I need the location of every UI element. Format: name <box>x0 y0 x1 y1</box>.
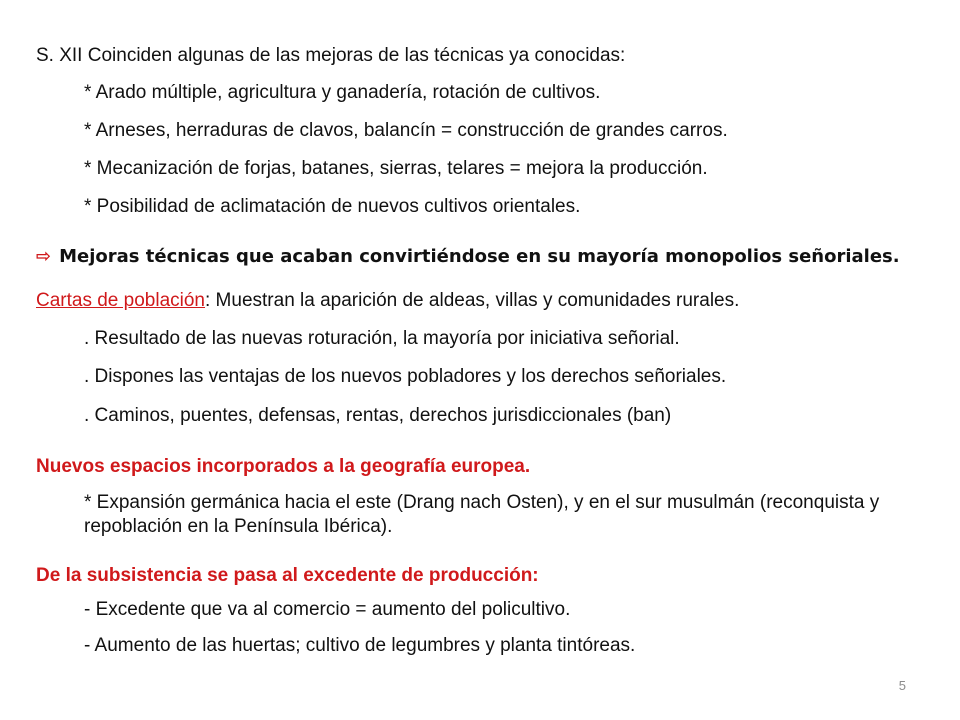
subsistencia-item-huertas: - Aumento de las huertas; cultivo de legumbres y planta tintóreas. <box>84 635 636 656</box>
nuevos-item: * Expansión germánica hacia el este (Drang nach Osten), y en el sur musulmán (reconquista y repoblación en la Península Ibérica). <box>84 492 880 537</box>
bullet-arado: * Arado múltiple, agricultura y ganadería, rotación de cultivos. <box>84 82 601 103</box>
arrow-line-text: Mejoras técnicas que acaban convirtiéndose en su mayoría monopolios señoriales. <box>59 246 900 267</box>
page-number: 5 <box>898 678 906 693</box>
arrow-right-icon: ⇨ <box>36 246 52 267</box>
nuevos-heading: Nuevos espacios incorporados a la geografía europea. <box>36 456 531 477</box>
subsistencia-item-excedente: - Excedente que va al comercio = aumento del policultivo. <box>84 599 571 620</box>
cartas-item-caminos: . Caminos, puentes, defensas, rentas, derechos jurisdiccionales (ban) <box>84 405 672 426</box>
bullet-mecanizacion: * Mecanización de forjas, batanes, sierras, telares = mejora la producción. <box>84 158 708 179</box>
cartas-line <box>36 289 739 313</box>
bullet-arneses: * Arneses, herraduras de clavos, balancín = construcción de grandes carros. <box>84 120 728 141</box>
subsistencia-heading: De la subsistencia se pasa al excedente de producción: <box>36 565 539 586</box>
bullet-aclimatacion: * Posibilidad de aclimatación de nuevos cultivos orientales. <box>84 196 581 217</box>
cartas-item-dispones: . Dispones las ventajas de los nuevos pobladores y los derechos señoriales. <box>84 366 727 387</box>
cartas-rest: : Muestran la aparición de aldeas, villas y comunidades rurales. <box>205 290 740 311</box>
cartas-item-resultado: . Resultado de las nuevas roturación, la mayoría por iniciativa señorial. <box>84 328 680 349</box>
heading-techniques: S. XII Coinciden algunas de las mejoras de las técnicas ya conocidas: <box>36 45 626 66</box>
cartas-label: Cartas de población <box>36 290 205 311</box>
arrow-line <box>36 245 900 269</box>
